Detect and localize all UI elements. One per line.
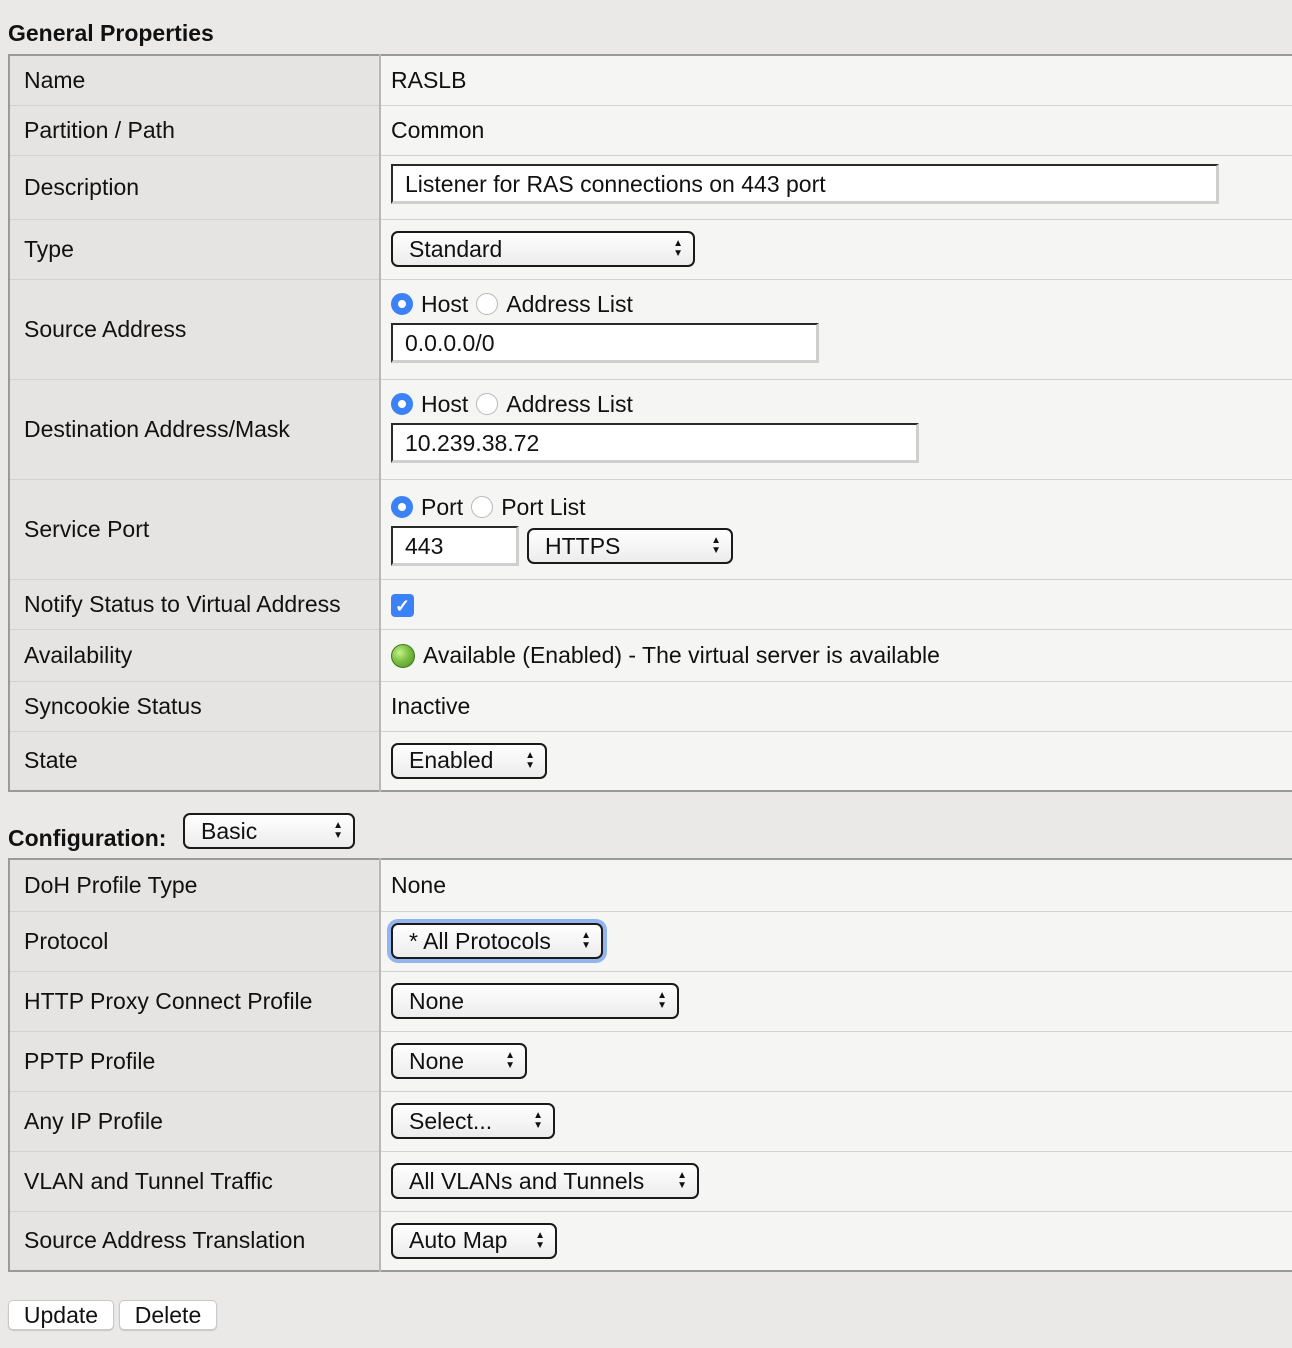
type-select-value: Standard xyxy=(409,235,503,262)
pptp-label: PPTP Profile xyxy=(9,1031,380,1091)
name-value: RASLB xyxy=(380,55,1292,105)
configuration-mode-value: Basic xyxy=(201,817,258,844)
select-arrows-icon: ▲ ▼ xyxy=(535,1229,545,1251)
service-port-select-value: HTTPS xyxy=(545,532,621,559)
http-proxy-label: HTTP Proxy Connect Profile xyxy=(9,971,380,1031)
source-address-list-radio[interactable] xyxy=(476,293,498,315)
vlan-select-value: All VLANs and Tunnels xyxy=(409,1167,645,1194)
update-button[interactable]: Update xyxy=(8,1300,114,1330)
row-any-ip xyxy=(9,1091,1292,1151)
source-address-label: Source Address xyxy=(9,279,380,379)
row-destination xyxy=(9,379,1292,479)
protocol-select[interactable] xyxy=(391,923,603,959)
delete-button[interactable]: Delete xyxy=(119,1300,217,1330)
availability-value: Available (Enabled) - The virtual server is available xyxy=(423,641,940,668)
destination-address-list-radio[interactable] xyxy=(476,393,498,415)
protocol-label: Protocol xyxy=(9,911,380,971)
snat-select[interactable] xyxy=(391,1223,557,1259)
doh-value: None xyxy=(380,859,1292,911)
select-arrows-icon: ▲ ▼ xyxy=(581,930,591,951)
row-type xyxy=(9,219,1292,279)
partition-label: Partition / Path xyxy=(9,105,380,155)
port-list-radio-label: Port List xyxy=(501,493,586,520)
any-ip-label: Any IP Profile xyxy=(9,1091,380,1151)
protocol-select-value: * All Protocols xyxy=(409,927,551,954)
syncookie-label: Syncookie Status xyxy=(9,681,380,731)
select-arrows-icon: ▲ ▼ xyxy=(673,238,683,259)
snat-select-value: Auto Map xyxy=(409,1227,508,1254)
select-arrows-icon: ▲ ▼ xyxy=(525,749,535,771)
row-doh xyxy=(9,859,1292,911)
snat-label: Source Address Translation xyxy=(9,1211,380,1271)
row-partition xyxy=(9,105,1292,155)
partition-value: Common xyxy=(380,105,1292,155)
row-name xyxy=(9,55,1292,105)
service-port-label: Service Port xyxy=(9,479,380,579)
pptp-select-value: None xyxy=(409,1047,464,1074)
service-port-input[interactable]: 443 xyxy=(391,526,519,566)
destination-host-label: Host xyxy=(421,390,469,417)
type-select[interactable] xyxy=(391,231,695,267)
state-select-value: Enabled xyxy=(409,747,494,774)
general-properties-title: General Properties xyxy=(8,20,214,46)
destination-address-input[interactable]: 10.239.38.72 xyxy=(391,423,919,463)
description-label: Description xyxy=(9,155,380,219)
select-arrows-icon: ▲ ▼ xyxy=(333,820,343,841)
select-arrows-icon: ▲ ▼ xyxy=(533,1110,543,1131)
state-select[interactable] xyxy=(391,743,547,779)
configuration-title: Configuration: xyxy=(8,825,167,851)
select-arrows-icon: ▲ ▼ xyxy=(657,990,667,1011)
state-label: State xyxy=(9,731,380,791)
vlan-select[interactable] xyxy=(391,1163,699,1199)
name-label: Name xyxy=(9,55,380,105)
row-snat xyxy=(9,1211,1292,1271)
row-availability xyxy=(9,629,1292,681)
doh-label: DoH Profile Type xyxy=(9,859,380,911)
row-state xyxy=(9,731,1292,791)
destination-host-radio[interactable] xyxy=(391,393,413,415)
configuration-mode-select[interactable] xyxy=(183,813,355,849)
status-available-icon xyxy=(391,644,415,668)
notify-checkbox[interactable]: ✓ xyxy=(391,594,414,617)
source-address-input[interactable]: 0.0.0.0/0 xyxy=(391,323,819,363)
destination-label: Destination Address/Mask xyxy=(9,379,380,479)
source-address-list-label: Address List xyxy=(506,290,633,317)
select-arrows-icon: ▲ ▼ xyxy=(677,1170,687,1191)
row-notify xyxy=(9,579,1292,629)
vlan-label: VLAN and Tunnel Traffic xyxy=(9,1151,380,1211)
row-description xyxy=(9,155,1292,219)
row-source-address xyxy=(9,279,1292,379)
row-pptp xyxy=(9,1031,1292,1091)
service-port-select[interactable] xyxy=(527,528,733,564)
notify-label: Notify Status to Virtual Address xyxy=(9,579,380,629)
source-host-label: Host xyxy=(421,290,469,317)
destination-address-list-label: Address List xyxy=(506,390,633,417)
availability-label: Availability xyxy=(9,629,380,681)
type-label: Type xyxy=(9,219,380,279)
row-protocol xyxy=(9,911,1292,971)
syncookie-value: Inactive xyxy=(380,681,1292,731)
http-proxy-select-value: None xyxy=(409,987,464,1014)
pptp-select[interactable] xyxy=(391,1043,527,1079)
source-host-radio[interactable] xyxy=(391,293,413,315)
port-radio-label: Port xyxy=(421,493,464,520)
any-ip-select-value: Select... xyxy=(409,1107,493,1134)
port-radio[interactable] xyxy=(391,496,413,518)
row-http-proxy xyxy=(9,971,1292,1031)
row-vlan xyxy=(9,1151,1292,1211)
configuration-table xyxy=(8,858,1292,1272)
row-syncookie xyxy=(9,681,1292,731)
port-list-radio[interactable] xyxy=(471,496,493,518)
general-properties-table xyxy=(8,54,1292,792)
select-arrows-icon: ▲ ▼ xyxy=(505,1050,515,1071)
description-input[interactable]: Listener for RAS connections on 443 port xyxy=(391,164,1219,204)
http-proxy-select[interactable] xyxy=(391,983,679,1019)
any-ip-select[interactable] xyxy=(391,1103,555,1139)
row-service-port xyxy=(9,479,1292,579)
select-arrows-icon: ▲ ▼ xyxy=(711,535,721,556)
